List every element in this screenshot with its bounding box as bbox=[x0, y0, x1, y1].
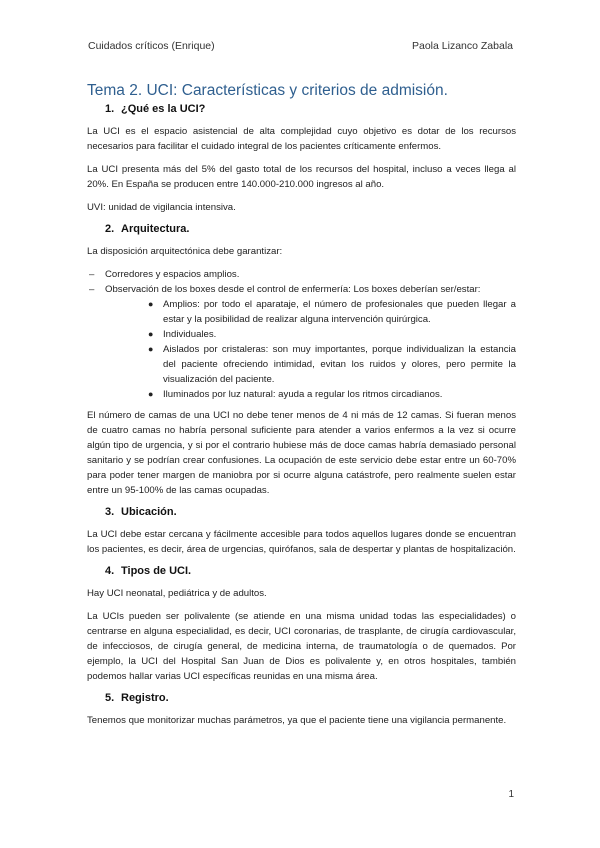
paragraph: La UCI presenta más del 5% del gasto total de los recursos del hospital, incluso a veces llega al 20%. En España se producen entre 140.000-210.000 ingresos al año. bbox=[87, 164, 516, 190]
bullet-marker: ● bbox=[148, 389, 154, 399]
header-course: Cuidados críticos (Enrique) bbox=[88, 40, 215, 52]
header-author: Paola Lizanco Zabala bbox=[412, 40, 513, 52]
document-title: Tema 2. UCI: Características y criterios de admisión. bbox=[87, 82, 448, 99]
page-number: 1 bbox=[508, 789, 514, 800]
dash-marker: – bbox=[89, 269, 95, 280]
list-item: – Corredores y espacios amplios. bbox=[89, 269, 240, 280]
document-body bbox=[87, 82, 516, 736]
paragraph: La UCI es el espacio asistencial de alta complejidad cuyo objetivo es dotar de los recursos necesarios para facilitar el cuidado integral de los pacientes críticamente enfermos. bbox=[87, 126, 516, 152]
paragraph: Tenemos que monitorizar muchas parámetros, ya que el paciente tiene una vigilancia permanente. bbox=[87, 715, 507, 726]
section-number: 5. bbox=[105, 692, 115, 704]
section-title: Tipos de UCI. bbox=[121, 565, 192, 577]
section-title: Arquitectura. bbox=[121, 223, 190, 235]
bullet-marker: ● bbox=[148, 299, 154, 309]
section-title: ¿Qué es la UCI? bbox=[121, 103, 206, 115]
section-heading-5 bbox=[105, 692, 516, 704]
section-heading-4 bbox=[105, 565, 516, 577]
section-number: 3. bbox=[105, 506, 115, 518]
section-number: 2. bbox=[105, 223, 115, 235]
list-item: – Observación de los boxes desde el control de enfermería: Los boxes deberían ser/estar: ● Amplios: por todo el aparataje, el número de profesionales que pueden llegar a estar y la posibilidad de realizar alguna intervención quirúrgica. ● Individuales. ● Aislados por cristaleras: son muy importantes, porque individualizan la estancia del paciente ofreciendo intimidad, evitan los ruidos y olores, pero permite la visualización del paciente. ● Iluminados por luz natural: ayuda a regular los ritmos circadianos. bbox=[89, 284, 516, 400]
section-heading-3 bbox=[105, 506, 516, 518]
section-number: 4. bbox=[105, 565, 115, 577]
page-header bbox=[88, 40, 513, 54]
paragraph: La UCI debe estar cercana y fácilmente accesible para todos aquellos lugares donde se encuentran los pacientes, es decir, área de urgencias, quirófanos, sala de despertar y plantas de hospitalización. bbox=[87, 529, 516, 555]
list-item: ● Amplios: por todo el aparataje, el número de profesionales que pueden llegar a estar y la posibilidad de realizar alguna intervención quirúrgica. bbox=[148, 299, 516, 325]
paragraph: El número de camas de una UCI no debe tener menos de 4 ni más de 12 camas. Si fueran menos de cuatro camas no habría personal suficiente para atender a varios enfermos a la vez si ocurre algún tipo de urgencia, y si por el contrario hubiese más de doce camas habría demasiado personal sanitario y se podrían crear confusiones. La ocupación de este servicio debe estar entre un 60-70% para poder tener margen de maniobra por si ocurre alguna catástrofe, pero realmente suelen estar entre un 95-100% de las camas ocupadas. bbox=[87, 410, 516, 496]
list-item: ● Aislados por cristaleras: son muy importantes, porque individualizan la estancia del paciente ofreciendo intimidad, evitan los ruidos y olores, pero permite la visualización del paciente. bbox=[148, 344, 516, 385]
section-number: 1. bbox=[105, 103, 115, 115]
paragraph: Hay UCI neonatal, pediátrica y de adultos. bbox=[87, 588, 267, 599]
section-title: Ubicación. bbox=[121, 506, 177, 518]
bullet-marker: ● bbox=[148, 329, 154, 339]
section-heading-2 bbox=[105, 223, 516, 235]
paragraph: La UCIs pueden ser polivalente (se atiende en una misma unidad todas las especialidades) o centrarse en alguna especialidad, es decir, UCI coronarias, de trasplante, de cirugía cardiovascular, de infecciosos, de cirugía general, de medicina interna, de traumatología o de quemados. Por ejemplo, la UCI del Hospital San Juan de Dios es polivalente y, en otros hospitales, también podemos hallar varias UCI específicas reunidas en una misma área. bbox=[87, 611, 516, 682]
list-item: ● Individuales. bbox=[148, 329, 217, 340]
paragraph: UVI: unidad de vigilancia intensiva. bbox=[87, 202, 236, 213]
list-item: ● Iluminados por luz natural: ayuda a regular los ritmos circadianos. bbox=[148, 389, 443, 400]
dash-list bbox=[87, 267, 516, 402]
paragraph: La disposición arquitectónica debe garantizar: bbox=[87, 246, 283, 257]
section-heading-1 bbox=[105, 103, 516, 115]
bullet-list bbox=[105, 297, 516, 402]
section-title: Registro. bbox=[121, 692, 169, 704]
bullet-marker: ● bbox=[148, 344, 154, 354]
dash-marker: – bbox=[89, 284, 95, 295]
